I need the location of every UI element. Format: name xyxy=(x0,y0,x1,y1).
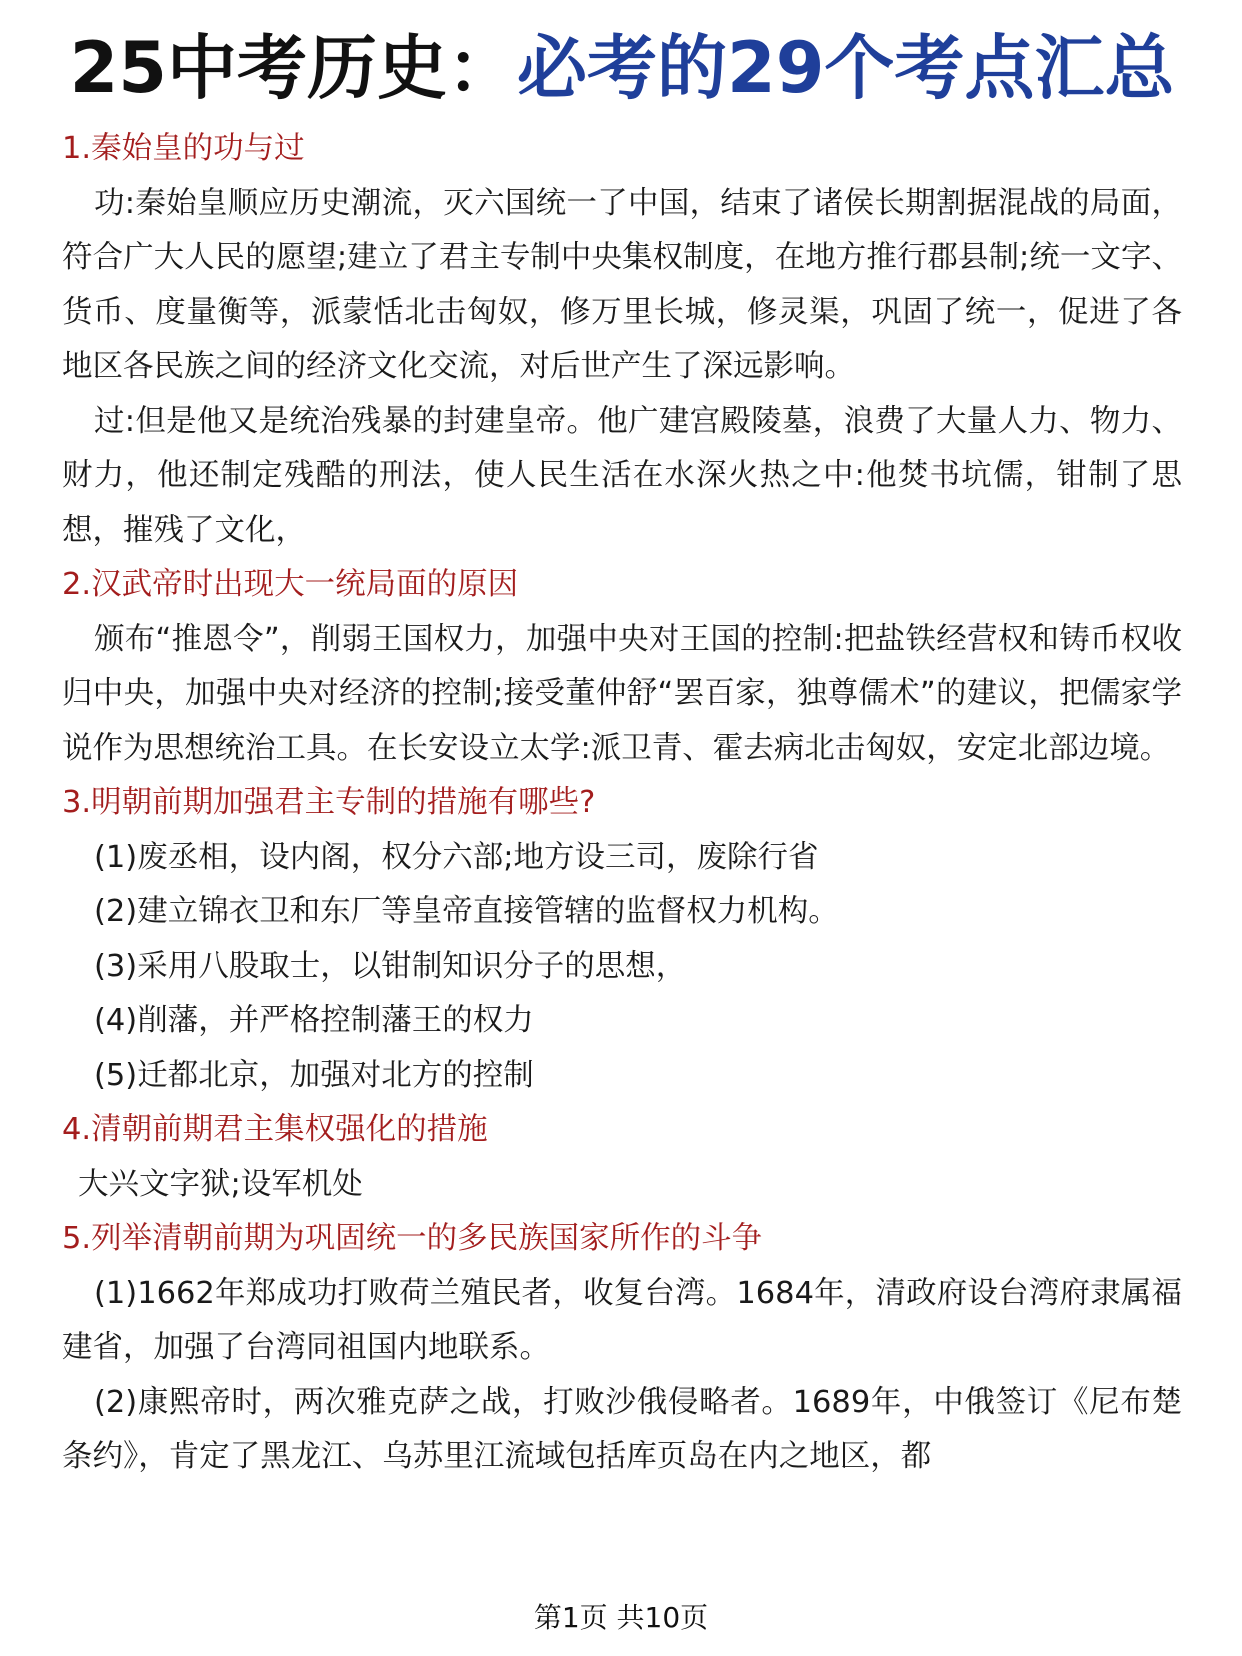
paragraph: (1)1662年郑成功打败荷兰殖民者，收复台湾。1684年，清政府设台湾府隶属福建省，加强了台湾同祖国内地联系。 xyxy=(62,1275,1182,1365)
list-item: (4)削藩，并严格控制藩王的权力 xyxy=(94,1003,534,1038)
section-heading: 4.清朝前期君主集权强化的措施 xyxy=(62,1112,488,1147)
paragraph: 功:秦始皇顺应历史潮流，灭六国统一了中国，结束了诸侯长期割据混战的局面，符合广大人民的愿望;建立了君主专制中央集权制度，在地方推行郡县制;统一文字、货币、度量衡等，派蒙恬北击匈奴，修万里长城，修灵渠，巩固了统一，促进了各地区各民族之间的经济文化交流，对后世产生了深远影响。 xyxy=(62,185,1182,384)
paragraph: 颁布“推恩令”，削弱王国权力，加强中央对王国的控制:把盐铁经营权和铸币权收归中央，加强中央对经济的控制;接受董仲舒“罢百家，独尊儒术”的建议，把儒家学说作为思想统治工具。在长安设立太学:派卫青、霍去病北击匈奴，安定北部边境。 xyxy=(62,621,1182,766)
paragraph: 过:但是他又是统治残暴的封建皇帝。他广建宫殿陵墓，浪费了大量人力、物力、财力，他还制定残酷的刑法，使人民生活在水深火热之中:他焚书坑儒，钳制了思想，摧残了文化， xyxy=(62,403,1182,548)
section-heading: 2.汉武帝时出现大一统局面的原因 xyxy=(62,567,519,602)
paragraph: 大兴文字狱;设军机处 xyxy=(78,1166,363,1202)
section-heading: 5.列举清朝前期为巩固统一的多民族国家所作的斗争 xyxy=(62,1221,763,1256)
list-item: (2)建立锦衣卫和东厂等皇帝直接管辖的监督权力机构。 xyxy=(94,894,839,929)
paragraph: (2)康熙帝时，两次雅克萨之战，打败沙俄侵略者。1689年，中俄签订《尼布楚条约》，肯定了黑龙江、乌苏里江流域包括库页岛在内之地区，都 xyxy=(62,1384,1182,1474)
section-2 xyxy=(62,558,1182,776)
list-item: (3)采用八股取士，以钳制知识分子的思想， xyxy=(94,948,687,984)
list-item: (5)迁都北京，加强对北方的控制 xyxy=(94,1057,534,1093)
section-heading: 1.秦始皇的功与过 xyxy=(62,131,305,166)
section-1 xyxy=(62,122,1182,558)
page-number: 第1页 共10页 xyxy=(533,1601,709,1634)
document-body xyxy=(62,122,1182,1485)
section-heading: 3.明朝前期加强君主专制的措施有哪些? xyxy=(62,785,596,820)
section-5 xyxy=(62,1212,1182,1485)
section-3 xyxy=(62,776,1182,1103)
list-item: (1)废丞相，设内阁，权分六部;地方设三司，废除行省 xyxy=(94,839,819,875)
title-prefix: 25中考历史： xyxy=(69,27,517,109)
section-4 xyxy=(62,1103,1182,1212)
page-title xyxy=(62,14,1182,122)
title-main: 必考的29个考点汇总 xyxy=(517,27,1175,109)
